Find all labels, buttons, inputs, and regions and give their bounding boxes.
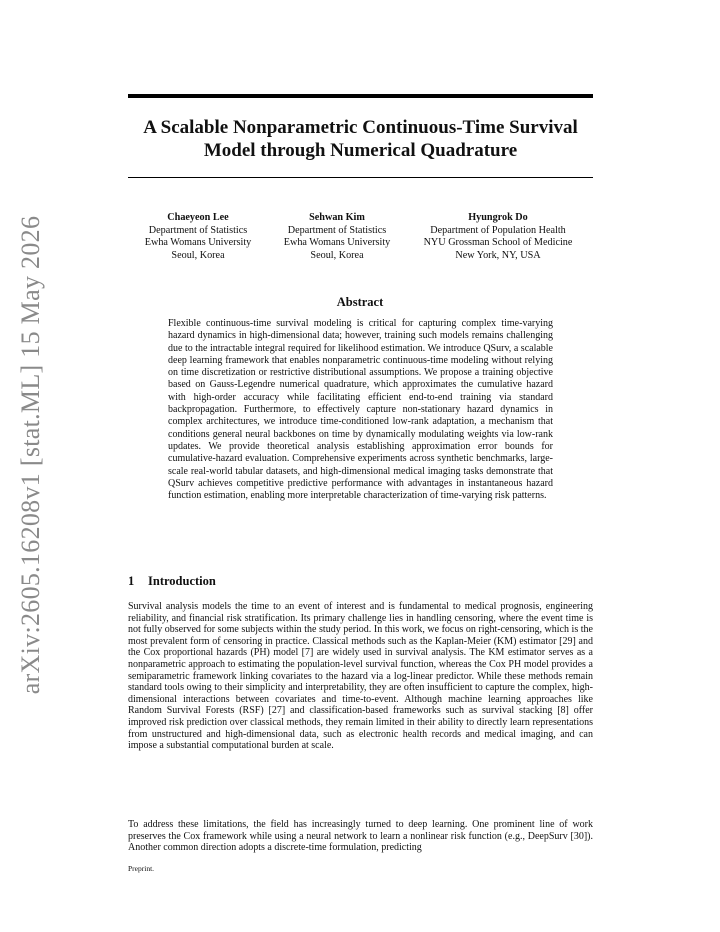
author-2 [267, 212, 407, 262]
intro-paragraph-2: To address these limitations, the field has increasingly turned to deep learning. One prominent line of work preserves the Cox framework while using a neural network to learn a nonlinear risk function (e.g., DeepSurv [30]). Another common direction adopts a discrete-time formulation, predicting [128, 819, 593, 854]
author-institution: NYU Grossman School of Medicine [423, 237, 573, 248]
author-department: Department of Statistics [148, 224, 248, 236]
author-institution: Ewha Womans University [144, 237, 252, 248]
paper-title [118, 116, 603, 162]
preprint-footer: Preprint. [128, 864, 155, 873]
author-institution: Ewha Womans University [283, 237, 391, 248]
paper-title-line-1: A Scalable Nonparametric Continuous-Time Survival [143, 117, 578, 138]
author-name: Hyungrok Do [468, 212, 528, 223]
author-3 [402, 212, 594, 262]
author-department: Department of Statistics [287, 224, 387, 236]
section-number: 1 [128, 574, 135, 588]
title-bottom-rule [128, 177, 593, 178]
abstract-text: Flexible continuous-time survival modeling is critical for capturing complex time-varying hazard dynamics in high-dimensional data; however, training such models remains challenging due to the intractable integral required for likelihood estimation. We introduce QSurv, a scalable deep learning framework that enables nonparametric continuous-time modeling without relying on time discretization or restrictive distributional assumptions. We propose a training objective based on Gauss-Legendre numerical quadrature, which approximates the cumulative hazard with high-order accuracy while facilitating efficient end-to-end training via standard backpropagation. Furthermore, to effectively capture non-stationary hazard dynamics in complex architectures, we introduce time-conditioned low-rank adaptation, a mechanism that conditions general neural backbones on time by dynamically modulating weights via low-rank updates. We provide theoretical analysis establishing approximation error bounds for cumulative-hazard evaluation. Comprehensive experiments across synthetic benchmarks, large-scale real-world tabular datasets, and high-dimensional medical imaging tasks demonstrate that QSurv achieves competitive predictive performance with advantages in instantaneous hazard function estimation, enabling more interpretable characterization of time-varying risk patterns. [168, 318, 553, 502]
author-location: Seoul, Korea [171, 249, 225, 261]
arxiv-identifier: arXiv:2605.16208v1 [stat.ML] 15 May 2026 [16, 215, 45, 695]
intro-paragraph-1: Survival analysis models the time to an event of interest and is fundamental to medical prognosis, engineering reliability, and financial risk stratification. Its primary challenge lies in handling censoring, where the event time is not fully observed for some subjects within the study period. In this work, we focus on right-censoring, which is the most prevalent form of censoring in practice. Classical methods such as the Kaplan-Meier (KM) estimator [29] and the Cox proportional hazards (PH) model [7] are widely used in survival analysis. The KM estimator serves as a nonparametric approach to estimating the population-level survival function, whereas the Cox PH model provides a semiparametric framework linking covariates to the hazard via a log-linear predictor. While these methods remain standard tools owing to their simplicity and interpretability, they are often insufficient to capture the complex, high-dimensional interactions between covariates and time-to-event. Although machine learning approaches like Random Survival Forests (RSF) [27] and classification-based frameworks such as survival stacking [8] offer improved risk prediction over classical methods, they remain limited in their ability to directly learn representations from unstructured and high-dimensional data, such as electronic health records and medical imaging, and can impose a substantial computational burden at scale. [128, 601, 593, 752]
author-department: Department of Population Health [430, 224, 566, 236]
author-location: Seoul, Korea [310, 249, 364, 261]
author-name: Chaeyeon Lee [167, 212, 229, 223]
section-title: Introduction [148, 574, 216, 588]
author-name: Sehwan Kim [309, 212, 365, 223]
abstract-heading: Abstract [336, 295, 384, 309]
author-location: New York, NY, USA [455, 249, 541, 261]
arxiv-side-stamp [6, 0, 56, 932]
author-1 [128, 212, 268, 262]
section-heading [128, 574, 216, 589]
title-top-rule [128, 94, 593, 98]
paper-title-line-2: Model through Numerical Quadrature [203, 140, 518, 161]
